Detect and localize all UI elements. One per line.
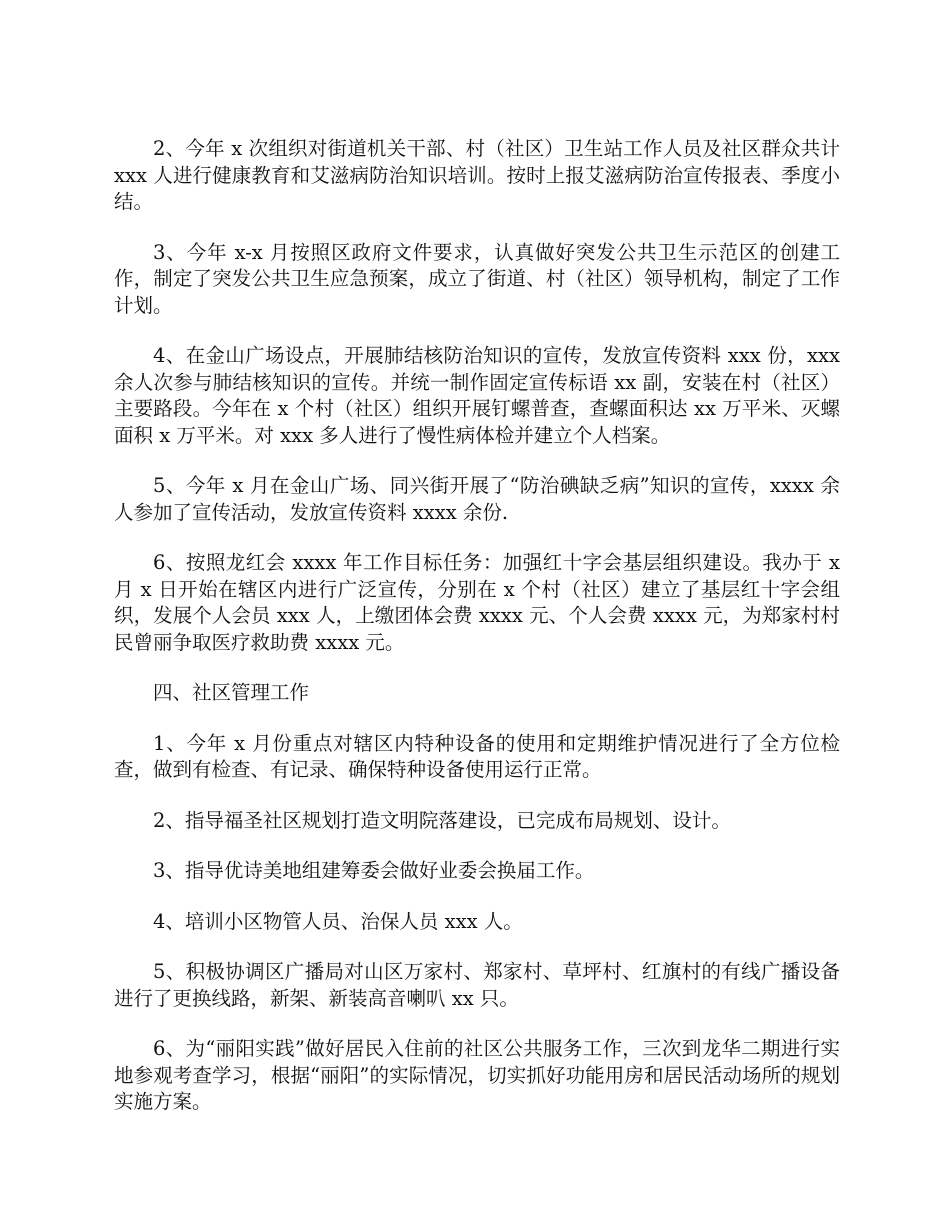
paragraph-property-training: 4、培训小区物管人员、治保人员 xxx 人。 [153,909,523,933]
paragraph-owners-committee: 3、指导优诗美地组建筹委会做好业委会换届工作。 [153,859,595,882]
paragraph-civilized-courtyard: 2、指导福圣社区规划打造文明院落建设，已完成布局规划、设计。 [153,808,731,832]
document-body [114,136,840,1140]
paragraph-broadcast-equipment: 5、积极协调区广播局对山区万家村、郑家村、草坪村、红旗村的有线广播设备进行了更换线路，新架、新装高音喇叭 xx 只。 [114,960,840,1010]
paragraph-special-equipment: 1、今年 x 月份重点对辖区内特种设备的使用和定期维护情况进行了全方位检查，做到有检查、有记录、确保特种设备使用运行正常。 [114,731,840,781]
paragraph-health-education: 2、今年 x 次组织对街道机关干部、村（社区）卫生站工作人员及社区群众共计 xxx 人进行健康教育和艾滋病防治知识培训。按时上报艾滋病防治宣传报表、季度小结。 [114,137,840,213]
paragraph-red-cross: 6、按照龙红会 xxxx 年工作目标任务：加强红十字会基层组织建设。我办于 x 月 x 日开始在辖区内进行广泛宣传，分别在 x 个村（社区）建立了基层红十字会组织，发展个人会员 xxx 人，上缴团体会费 xxxx 元、个人会费 xxxx 元，为郑家村村民曾丽争取医疗救助费 xxxx 元。 [114,551,840,654]
paragraph-iodine-deficiency: 5、今年 x 月在金山广场、同兴街开展了“防治碘缺乏病”知识的宣传，xxxx 余人参加了宣传活动，发放宣传资料 xxxx 余份. [114,474,840,524]
paragraph-tuberculosis: 4、在金山广场设点，开展肺结核防治知识的宣传，发放宣传资料 xxx 份，xxx 余人次参与肺结核知识的宣传。并统一制作固定宣传标语 xx 副，安装在村（社区）主要路段。今年在 x 个村（社区）组织开展钉螺普查，查螺面积达 xx 万平米、灭螺面积 x 万平米。对 xxx 多人进行了慢性病体检并建立个人档案。 [114,344,840,447]
paragraph-liyang-practice: 6、为“丽阳实践”做好居民入住前的社区公共服务工作，三次到龙华二期进行实地参观考查学习，根据“丽阳”的实际情况，切实抓好功能用房和居民活动场所的规划实施方案。 [114,1037,840,1113]
paragraph-public-health-demo: 3、今年 x-x 月按照区政府文件要求，认真做好突发公共卫生示范区的创建工作，制定了突发公共卫生应急预案，成立了街道、村（社区）领导机构，制定了工作计划。 [114,240,840,317]
section-heading-community-management: 四、社区管理工作 [153,681,310,704]
